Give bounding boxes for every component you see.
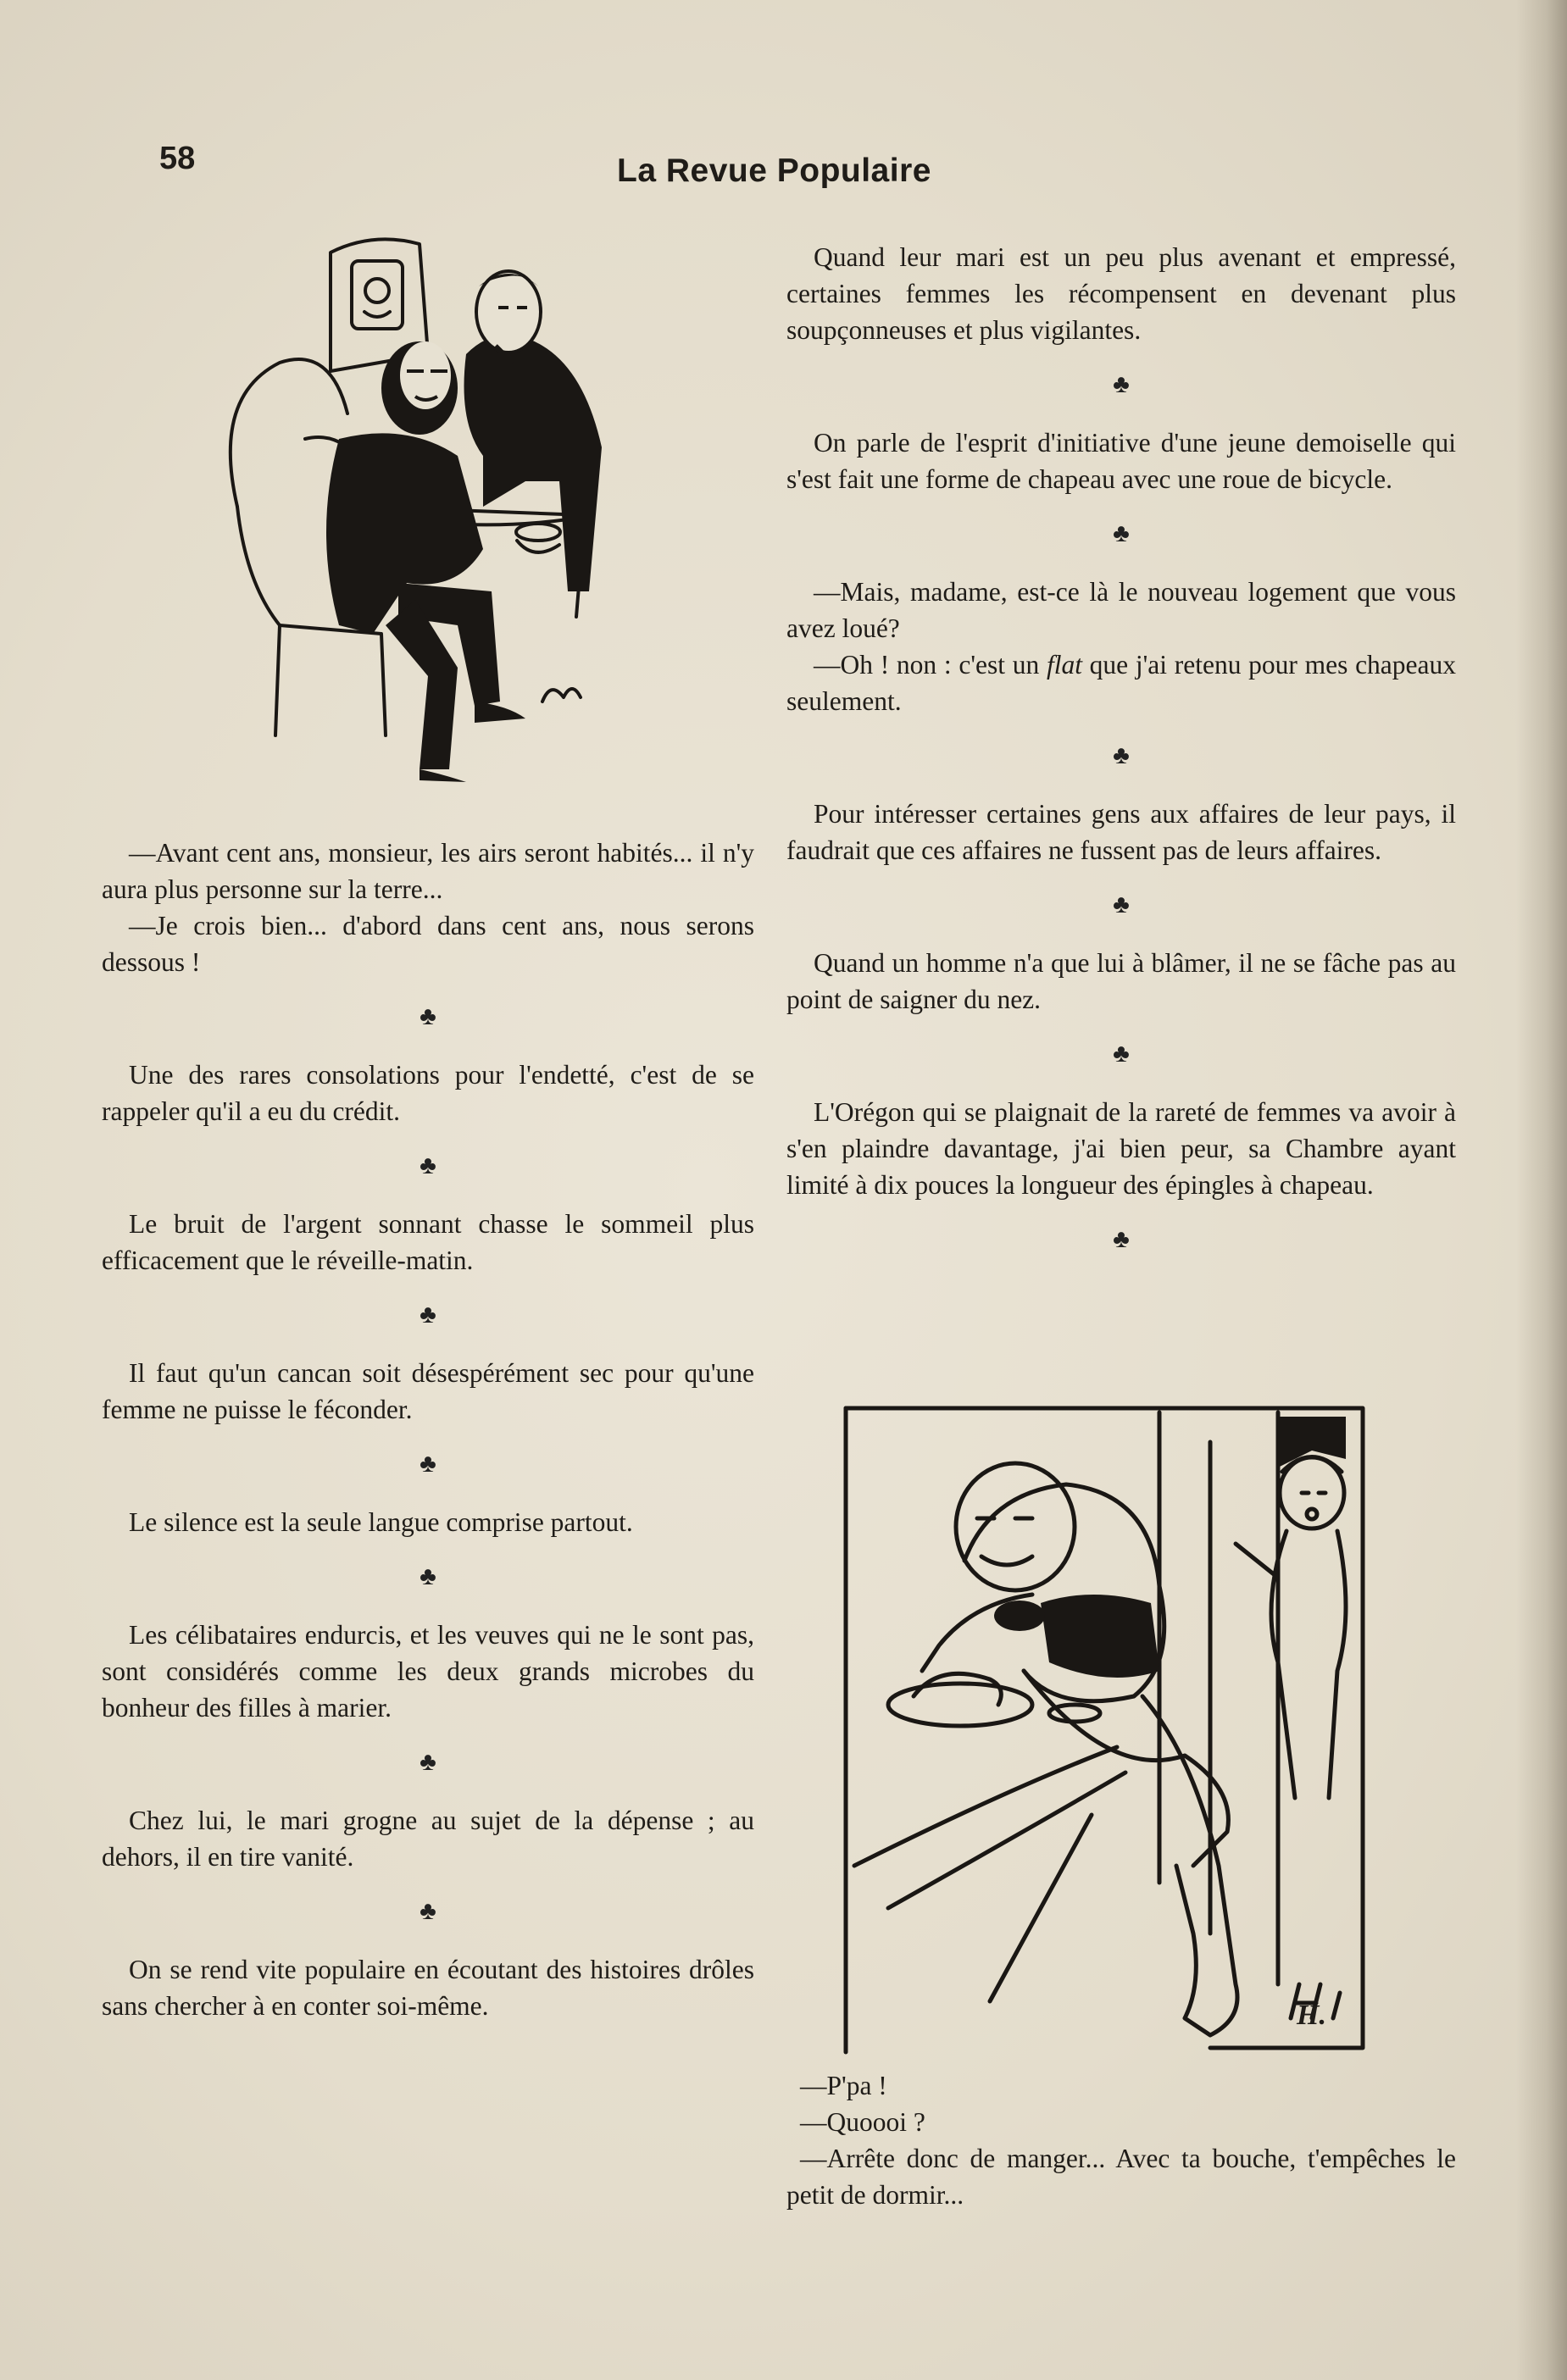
caption-line: —P'pa ! [800,2071,887,2100]
maxim: On parle de l'esprit d'initiative d'une jeune demoiselle qui s'est fait une forme de chapeau avec une roue de bicycle. [786,428,1456,494]
club-ornament: ♣ [420,1151,436,1179]
dialogue-text: —Oh ! non : c'est un [814,650,1047,680]
maxim: Les célibataires endurcis, et les veuves qui ne le sont pas, sont considérés comme les deux grands microbes du bonheur des filles à marier. [102,1620,754,1723]
running-title: La Revue Populaire [617,153,931,189]
club-ornament: ♣ [1113,1225,1130,1253]
maxim: Quand un homme n'a que lui à blâmer, il ne se fâche pas au point de saigner du nez. [786,948,1456,1014]
club-ornament: ♣ [420,1897,436,1925]
club-ornament: ♣ [420,1562,436,1590]
club-ornament: ♣ [420,1002,436,1030]
club-ornament: ♣ [1113,890,1130,918]
page-edge-shadow [1516,0,1567,2380]
maxim: Quand leur mari est un peu plus avenant et empressé, certaines femmes les récompensent en devenant plus soupçonneuses et plus vigilantes. [786,242,1456,345]
caption-line: —Quoooi ? [800,2107,925,2137]
maxim: Le silence est la seule langue comprise partout. [129,1507,633,1537]
illustration-signature: H. [1297,2000,1326,2031]
maxim: Chez lui, le mari grogne au sujet de la dépense ; au dehors, il en tire vanité. [102,1806,754,1872]
page-number: 58 [159,141,196,176]
right-column [786,239,1456,1279]
dialogue-line [786,646,1456,719]
dialogue-line: —Mais, madame, est-ce là le nouveau logement que vous avez loué? [786,577,1456,643]
left-column [102,835,754,2024]
club-ornament: ♣ [1113,370,1130,398]
maxim: Une des rares consolations pour l'endetté, c'est de se rappeler qu'il a eu du crédit. [102,1060,754,1126]
maxim: Le bruit de l'argent sonnant chasse le sommeil plus efficacement que le réveille-matin. [102,1209,754,1275]
maxim: Il faut qu'un cancan soit désespérément sec pour qu'une femme ne puisse le féconder. [102,1358,754,1424]
maxim: On se rend vite populaire en écoutant des histoires drôles sans chercher à en conter soi-même. [102,1955,754,2021]
dialogue-line: —Avant cent ans, monsieur, les airs seront habités... il n'y aura plus personne sur la terre... [102,838,754,904]
club-ornament: ♣ [420,1301,436,1329]
dialogue-line: —Je crois bien... d'abord dans cent ans, nous serons dessous ! [102,911,754,977]
maxim: Pour intéresser certaines gens aux affaires de leur pays, il faudrait que ces affaires ne fussent pas de leurs affaires. [786,799,1456,865]
club-ornament: ♣ [1113,1040,1130,1068]
club-ornament: ♣ [1113,741,1130,769]
caption-line: —Arrête donc de manger... Avec ta bouche, t'empêches le petit de dormir... [786,2144,1456,2210]
club-ornament: ♣ [420,1748,436,1776]
club-ornament: ♣ [420,1450,436,1478]
club-ornament: ♣ [1113,519,1130,547]
two-men-dinner-illustration [203,227,695,786]
italic-word: flat [1046,650,1082,680]
maxim: L'Orégon qui se plaignait de la rareté de femmes va avoir à s'en plaindre davantage, j'ai bien peur, sa Chambre ayant limité à dix pouces la longueur des épingles à chapeau. [786,1097,1456,1200]
dialogue-text: que j'ai retenu pour mes chapeaux seulement. [786,650,1456,716]
illustration-caption [786,2067,1456,2213]
man-eating-boy-at-door-illustration [837,1391,1371,2061]
